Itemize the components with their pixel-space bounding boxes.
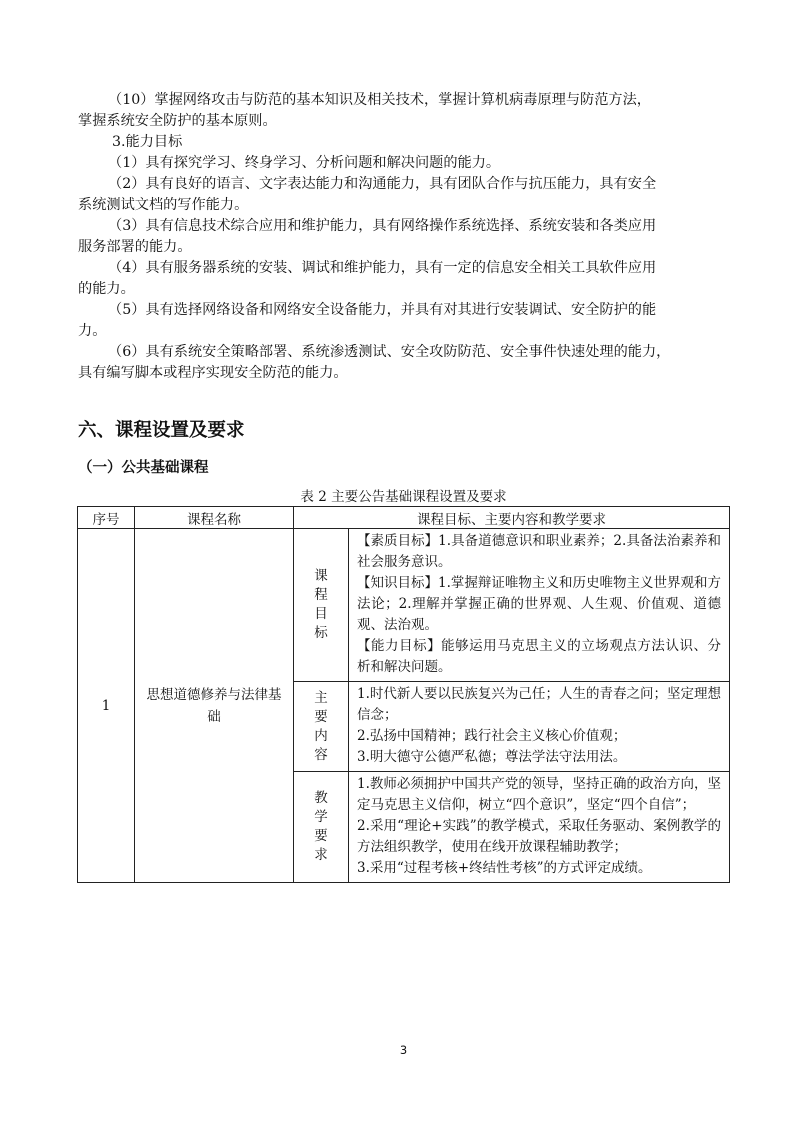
intro-line: （6）具有系统安全策略部署、系统渗透测试、安全攻防防范、安全事件快速处理的能力， [108, 344, 671, 360]
intro-line: （5）具有选择网络设备和网络安全设备能力，并具有对其进行安装调试、安全防护的能 [108, 302, 657, 318]
section-heading: 六、课程设置及要求 [78, 420, 245, 441]
header-name: 课程名称 [135, 507, 294, 529]
content-line: 【素质目标】1.具备道德意识和职业素养；2.具备法治素养和社会服务意识。 [357, 533, 721, 570]
row-number: 1 [78, 529, 135, 883]
intro-line: （3）具有信息技术综合应用和维护能力，具有网络操作系统选择、系统安装和各类应用 [108, 218, 657, 234]
header-no: 序号 [78, 507, 135, 529]
intro-line: 3.能力目标 [112, 134, 183, 150]
intro-line: 系统测试文档的写作能力。 [78, 197, 249, 213]
section-content [349, 682, 730, 772]
section-label-cell [294, 772, 349, 883]
intro-line: 具有编写脚本或程序实现安全防范的能力。 [78, 365, 348, 381]
table-caption: 表 2 主要公告基础课程设置及要求 [300, 489, 507, 505]
section-content [349, 529, 730, 682]
intro-line: （4）具有服务器系统的安装、调试和维护能力，具有一定的信息安全相关工具软件应用 [108, 260, 657, 276]
course-table [77, 506, 730, 883]
content-line: 3.明大德守公德严私德；尊法学法守法用法。 [357, 749, 627, 765]
section-label: 课程目标 [314, 568, 328, 641]
intro-line: 掌握系统安全防护的基本原则。 [78, 113, 277, 129]
intro-line: 的能力。 [78, 281, 135, 297]
table-header-row [78, 507, 730, 529]
table-row [78, 529, 730, 682]
section-label: 主要内容 [314, 689, 328, 763]
content-line: 1.时代新人要以民族复兴为己任；人生的青春之问；坚定理想信念； [357, 686, 721, 723]
section-label-cell [294, 682, 349, 772]
intro-paragraphs [78, 90, 730, 384]
page-number: 3 [399, 1043, 408, 1057]
course-name: 思想道德修养与法律基础 [135, 529, 294, 883]
intro-line: （1）具有探究学习、终身学习、分析问题和解决问题的能力。 [108, 155, 501, 171]
content-line: 2.弘扬中国精神；践行社会主义核心价值观； [357, 728, 627, 744]
section-label-cell [294, 529, 349, 682]
intro-line: 服务部署的能力。 [78, 239, 192, 255]
content-line: 3.采用“过程考核+终结性考核”的方式评定成绩。 [357, 860, 652, 876]
content-line: 【知识目标】1.掌握辩证唯物主义和历史唯物主义世界观和方法论；2.理解并掌握正确的世界观、人生观、价值观、道德观、法治观。 [357, 575, 721, 633]
section-content [349, 772, 730, 883]
subsection-heading: （一）公共基础课程 [78, 460, 209, 476]
content-line: 2.采用“理论+实践”的教学模式，采取任务驱动、案例教学的方法组织教学，使用在线开放课程辅助教学； [357, 818, 721, 855]
intro-line: 力。 [78, 323, 107, 339]
section-label: 教学要求 [314, 790, 328, 863]
intro-line: （10）掌握网络攻击与防范的基本知识及相关技术，掌握计算机病毒原理与防范方法， [108, 92, 651, 108]
content-line: 【能力目标】能够运用马克思主义的立场观点方法认识、分析和解决问题。 [357, 638, 721, 675]
content-line: 1.教师必须拥护中国共产党的领导，坚持正确的政治方向，坚定马克思主义信仰，树立“四个意识”，坚定“四个自信”； [357, 776, 721, 813]
intro-line: （2）具有良好的语言、文字表达能力和沟通能力，具有团队合作与抗压能力，具有安全 [108, 176, 657, 192]
header-content: 课程目标、主要内容和教学要求 [294, 507, 730, 529]
